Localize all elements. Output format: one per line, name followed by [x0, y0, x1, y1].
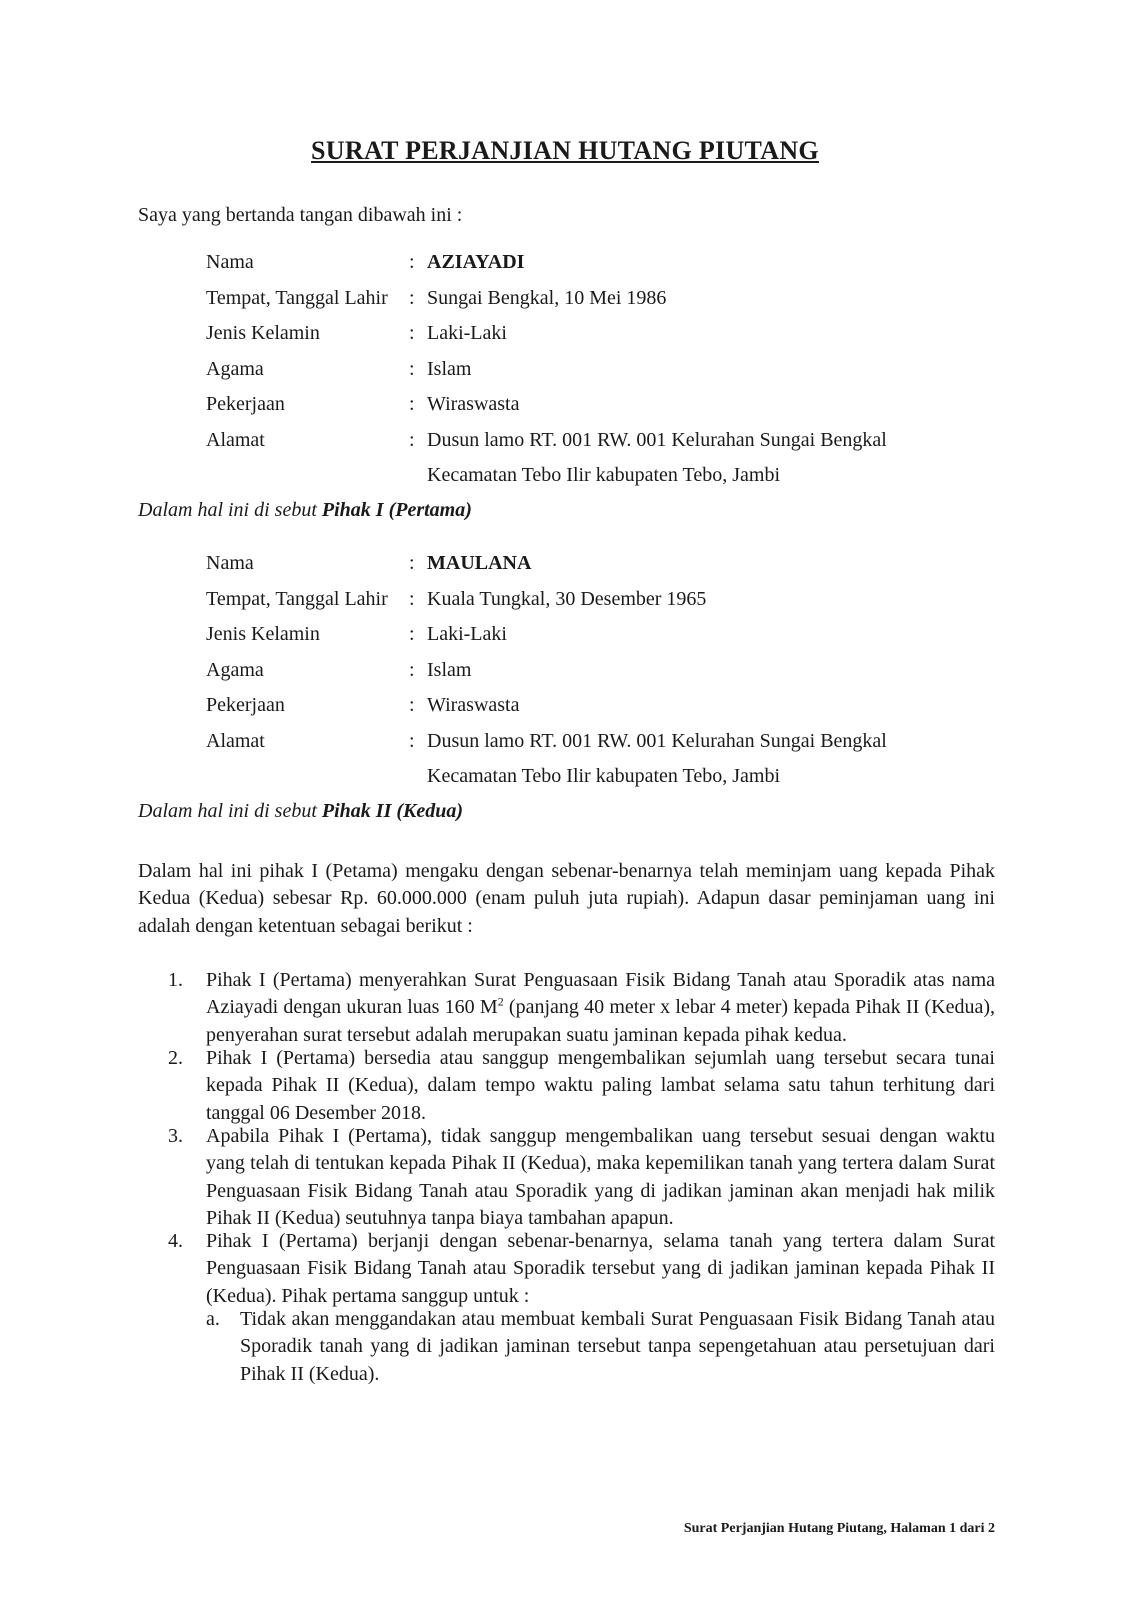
field-row — [206, 320, 1006, 346]
field-row — [206, 728, 1006, 754]
address-line-2: Kecamatan Tebo Ilir kabupaten Tebo, Jambi — [427, 464, 781, 486]
party-two-role — [138, 798, 463, 824]
field-row — [206, 657, 1006, 683]
field-label: Alamat — [206, 428, 265, 451]
term-item: Apabila Pihak I (Pertama), tidak sanggup mengembalikan uang tersebut sesuai dengan waktu yang telah di tentukan kepada Pihak II (Kedua), maka kepemilikan tanah yang tertera dalam Surat Penguasaan Fisik Bidang Tanah atau Sporadik yang di jadikan jaminan akan menjadi hak milik Pihak II (Kedua) seutuhnya tanpa biaya tambahan apapun. — [206, 1125, 995, 1229]
field-label: Nama — [206, 552, 254, 574]
field-value: Sungai Bengkal, 10 Mei 1986 — [427, 286, 667, 309]
intro-text: Saya yang bertanda tangan dibawah ini : — [138, 204, 463, 226]
field-value: Kuala Tungkal, 30 Desember 1965 — [427, 587, 707, 610]
term-text: (panjang 40 meter x lebar 4 meter) kepada Pihak II (Kedua), penyerahan surat tersebut adalah merupakan suatu jaminan kepada pihak kedua. — [206, 996, 996, 1046]
role-prefix: Dalam hal ini di sebut — [138, 800, 322, 822]
field-label: Tempat, Tanggal Lahir — [206, 587, 388, 610]
field-separator: : — [409, 623, 415, 645]
role-name: Pihak II (Kedua) — [321, 800, 464, 822]
field-label: Tempat, Tanggal Lahir — [206, 286, 388, 309]
term-item: Pihak I (Pertama) bersedia atau sanggup mengembalikan sejumlah uang tersebut secara tunai kepada Pihak II (Kedua), dalam tempo waktu paling lambat selama satu tahun terhitung dari tanggal 06 Desember 2018. — [206, 1047, 995, 1124]
field-separator: : — [409, 393, 415, 415]
field-label: Agama — [206, 357, 264, 380]
field-row — [206, 692, 1006, 718]
role-name: Pihak I (Pertama) — [321, 499, 472, 521]
field-row-continuation — [206, 763, 1006, 789]
term-number: 3. — [168, 1125, 183, 1147]
field-row — [206, 550, 1006, 576]
field-label: Jenis Kelamin — [206, 623, 320, 645]
address-line-2: Kecamatan Tebo Ilir kabupaten Tebo, Jambi — [427, 765, 781, 787]
field-label: Pekerjaan — [206, 393, 285, 415]
field-separator: : — [409, 658, 415, 681]
field-value: AZIAYADI — [427, 251, 525, 273]
field-row — [206, 391, 1006, 417]
field-value: Laki-Laki — [427, 322, 507, 344]
field-row — [206, 586, 1006, 612]
field-value — [427, 728, 887, 754]
field-value: Laki-Laki — [427, 623, 507, 645]
body-paragraph: Dalam hal ini pihak I (Petama) mengaku dengan sebenar-benarnya telah meminjam uang kepada Pihak Kedua (Kedua) sebesar Rp. 60.000.000 (enam puluh juta rupiah). Adapun dasar peminjaman uang ini adalah dengan ketentuan sebagai berikut : — [138, 860, 995, 937]
field-label: Alamat — [206, 729, 265, 752]
page-footer: Surat Perjanjian Hutang Piutang, Halaman 1 dari 2 — [683, 1521, 995, 1536]
field-value: Islam — [427, 357, 472, 380]
field-label: Agama — [206, 658, 264, 681]
term-number: 4. — [168, 1230, 183, 1252]
field-value — [427, 427, 887, 453]
field-separator: : — [409, 251, 415, 273]
field-separator: : — [409, 694, 415, 716]
field-separator: : — [409, 552, 415, 574]
term-number: 1. — [168, 969, 183, 991]
field-value: MAULANA — [427, 552, 532, 574]
term-text: Pihak I (Pertama) menyerahkan Surat Penguasaan Fisik Bidang Tanah atau Sporadik atas nama Aziayadi dengan ukuran luas 160 M — [206, 969, 995, 1019]
sub-term-item: Tidak akan menggandakan atau membuat kembali Surat Penguasaan Fisik Bidang Tanah atau Sporadik tanah yang di jadikan jaminan tersebut tanpa sepengetahuan atau persetujuan dari Pihak II (Kedua). — [240, 1308, 995, 1385]
field-label: Jenis Kelamin — [206, 322, 320, 344]
address-line-1: Dusun lamo RT. 001 RW. 001 Kelurahan Sungai Bengkal — [427, 428, 887, 451]
field-row — [206, 621, 1006, 647]
field-separator: : — [409, 587, 415, 610]
field-separator: : — [409, 428, 415, 451]
sub-term-letter: a. — [206, 1308, 220, 1330]
field-value: Wiraswasta — [427, 393, 520, 415]
address-line-1: Dusun lamo RT. 001 RW. 001 Kelurahan Sungai Bengkal — [427, 729, 887, 752]
field-value: Islam — [427, 658, 472, 681]
term-item — [206, 967, 995, 1049]
field-label: Nama — [206, 251, 254, 273]
field-separator: : — [409, 322, 415, 344]
field-label: Pekerjaan — [206, 694, 285, 716]
field-row-continuation — [206, 462, 1006, 488]
field-separator: : — [409, 357, 415, 380]
role-prefix: Dalam hal ini di sebut — [138, 499, 322, 521]
party-one-role — [138, 497, 472, 523]
field-value: Wiraswasta — [427, 694, 520, 716]
field-row — [206, 249, 1006, 275]
document-title: SURAT PERJANJIAN HUTANG PIUTANG — [311, 136, 819, 165]
field-separator: : — [409, 729, 415, 752]
term-item: Pihak I (Pertama) berjanji dengan sebenar-benarnya, selama tanah yang tertera dalam Surat Penguasaan Fisik Bidang Tanah atau Sporadik tersebut yang di jadikan jaminan kepada Pihak II (Kedua). Pihak pertama sanggup untuk : — [206, 1230, 995, 1307]
field-separator: : — [409, 286, 415, 309]
field-row — [206, 285, 1006, 311]
superscript: 2 — [497, 994, 504, 1009]
term-number: 2. — [168, 1047, 183, 1069]
field-row — [206, 427, 1006, 453]
field-row — [206, 356, 1006, 382]
